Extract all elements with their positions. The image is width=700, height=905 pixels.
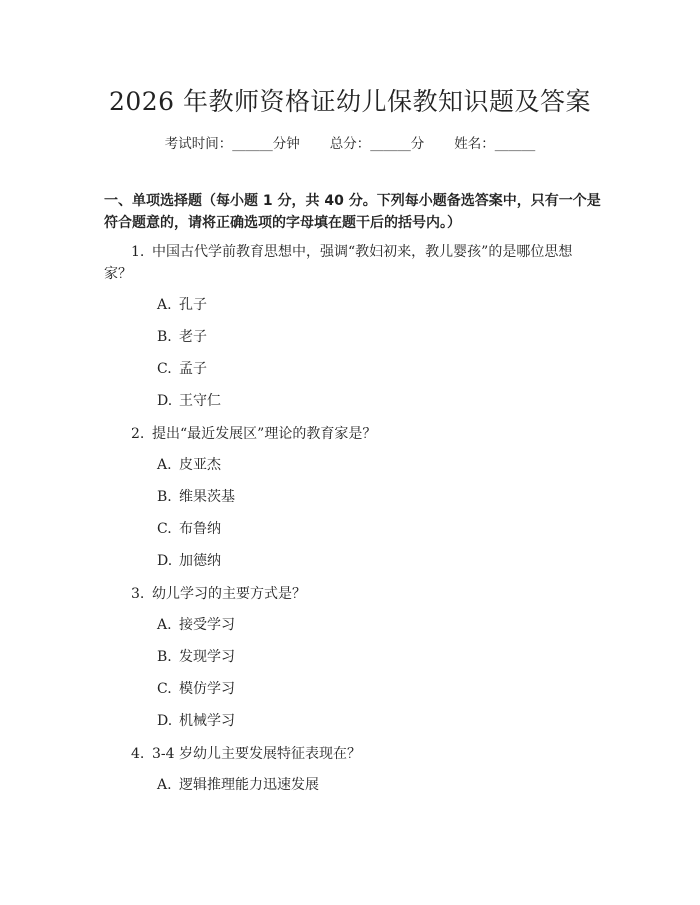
answer-option (157, 519, 221, 539)
question-number: 3. (131, 586, 145, 602)
section-heading: 一、单项选择题（每小题 1 分，共 40 分。下列每小题备选答案中，只有一个是符合题意的，请将正确选项的字母填在题干后的括号内。） (104, 193, 601, 231)
answer-option (157, 615, 235, 635)
answer-option (157, 679, 235, 699)
option-letter: B. (157, 649, 172, 665)
exam-time-field: 考试时间：______分钟 (164, 136, 300, 152)
page-title: 2026 年教师资格证幼儿保教知识题及答案 (108, 87, 592, 116)
option-letter: C. (157, 681, 172, 697)
option-letter: D. (157, 713, 173, 729)
question-stem (104, 583, 600, 605)
option-text: 皮亚杰 (179, 457, 221, 473)
question-text: 幼儿学习的主要方式是？ (152, 586, 306, 602)
answer-option (157, 455, 221, 475)
option-letter: C. (157, 361, 172, 377)
answer-option (157, 295, 207, 315)
student-name-field: 姓名：______ (454, 136, 536, 152)
option-letter: C. (157, 521, 172, 537)
option-text: 发现学习 (179, 649, 235, 665)
option-letter: D. (157, 553, 173, 569)
answer-option (157, 647, 235, 667)
exam-info-line (0, 132, 700, 152)
option-letter: A. (157, 297, 172, 313)
question-text: 中国古代学前教育思想中，强调“教妇初来，教儿婴孩”的是哪位思想家？ (104, 244, 573, 282)
option-letter: D. (157, 393, 173, 409)
option-text: 王守仁 (179, 393, 221, 409)
total-score-field: 总分：______分 (329, 136, 425, 152)
question-stem (104, 423, 600, 445)
answer-option (157, 487, 235, 507)
option-text: 模仿学习 (179, 681, 235, 697)
option-text: 加德纳 (179, 553, 221, 569)
option-text: 机械学习 (179, 713, 235, 729)
option-text: 孟子 (179, 361, 207, 377)
option-text: 老子 (179, 329, 207, 345)
option-letter: A. (157, 617, 172, 633)
answer-option (157, 359, 207, 379)
answer-option (157, 391, 221, 411)
question-number: 2. (131, 426, 145, 442)
option-letter: A. (157, 777, 172, 793)
question-number: 1. (131, 244, 145, 260)
answer-option (157, 775, 319, 795)
question-stem (104, 241, 600, 285)
option-letter: B. (157, 329, 172, 345)
option-text: 接受学习 (179, 617, 235, 633)
question-number: 4. (131, 746, 145, 762)
question-stem (104, 743, 600, 765)
option-text: 维果茨基 (179, 489, 235, 505)
option-text: 孔子 (179, 297, 207, 313)
answer-option (157, 327, 207, 347)
answer-option (157, 711, 235, 731)
question-text: 提出“最近发展区”理论的教育家是？ (152, 426, 377, 442)
answer-option (157, 551, 221, 571)
option-text: 布鲁纳 (179, 521, 221, 537)
question-text: 3-4 岁幼儿主要发展特征表现在？ (152, 746, 361, 762)
option-text: 逻辑推理能力迅速发展 (179, 777, 319, 793)
option-letter: B. (157, 489, 172, 505)
option-letter: A. (157, 457, 172, 473)
